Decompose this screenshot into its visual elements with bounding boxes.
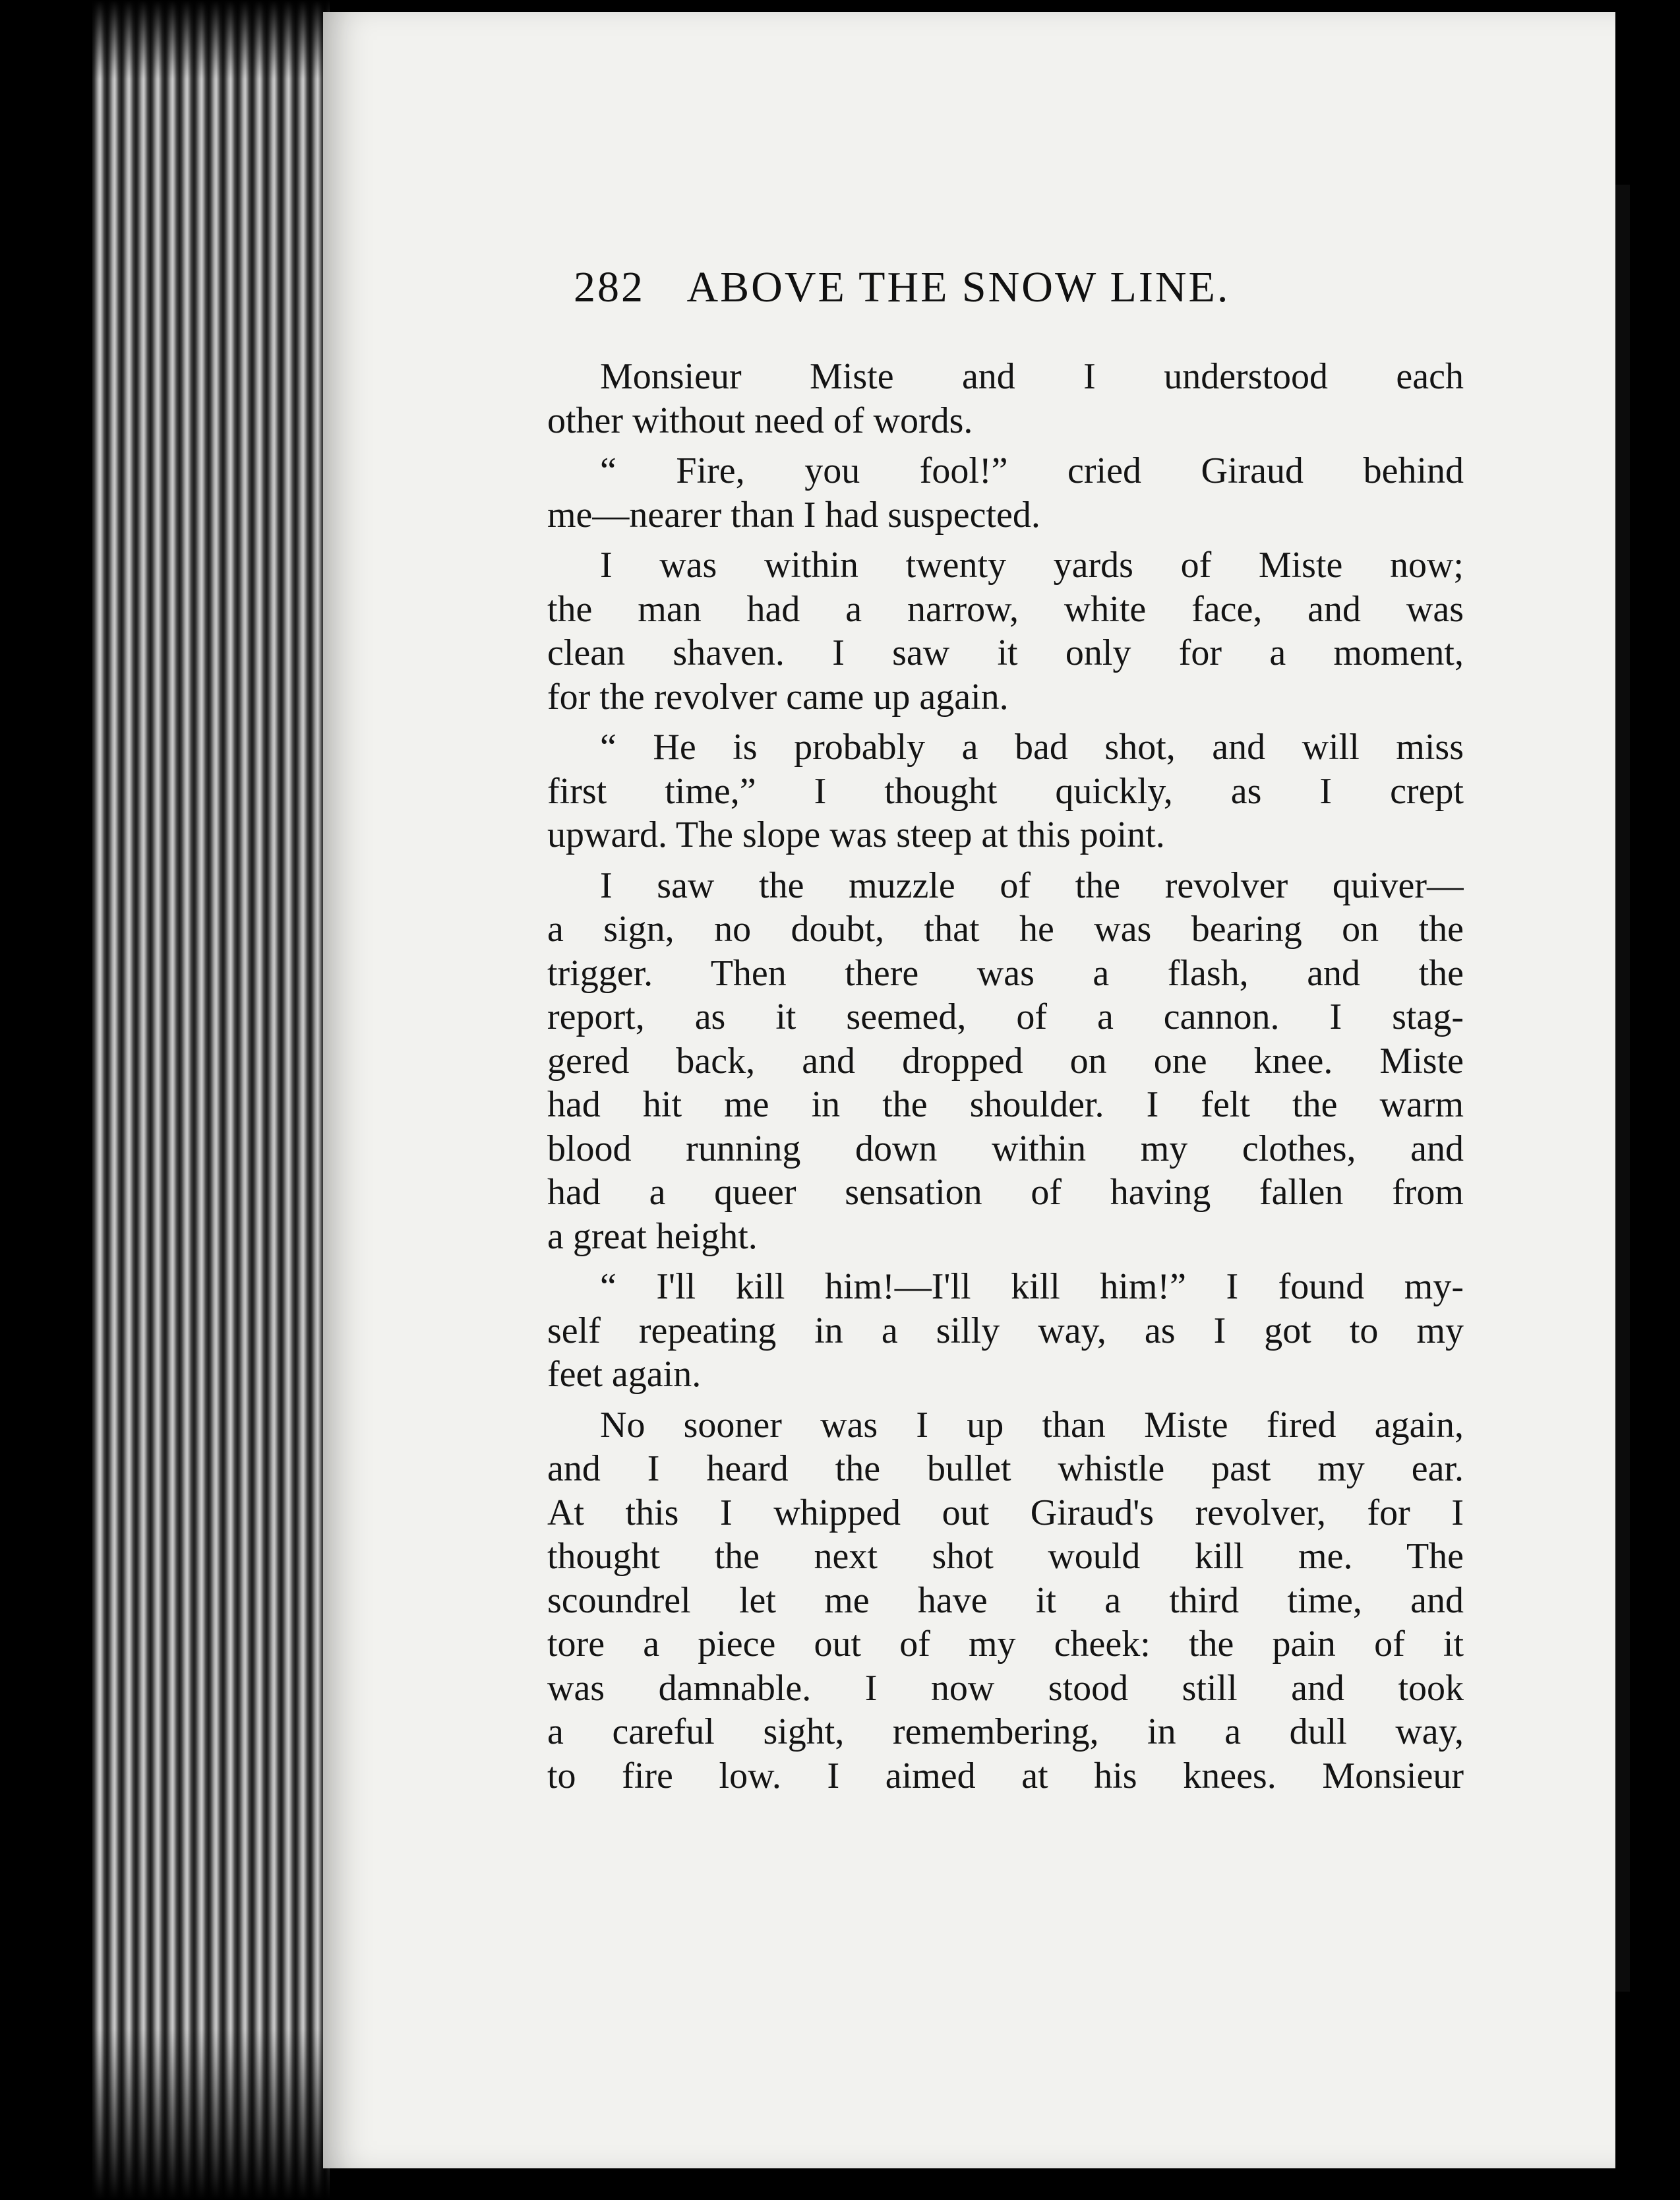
book-page xyxy=(323,12,1615,2168)
text-line: a great height. xyxy=(547,1215,758,1257)
text-line: for the revolver came up again. xyxy=(547,676,1009,718)
text-line: self repeating in a silly way, as I got to my xyxy=(547,1310,1464,1351)
text-line: I was within twenty yards of Miste now; xyxy=(600,545,1464,586)
text-line: “ Fire, you fool!” cried Giraud behind xyxy=(600,450,1464,491)
text-line: upward. The slope was steep at this point. xyxy=(547,814,1165,855)
text-line: gered back, and dropped on one knee. Miste xyxy=(547,1040,1464,1082)
text-line: a careful sight, remembering, in a dull way, xyxy=(547,1711,1464,1752)
text-line: clean shaven. I saw it only for a moment, xyxy=(547,632,1464,673)
text-line: thought the next shot would kill me. The xyxy=(547,1536,1464,1577)
text-line: first time,” I thought quickly, as I crept xyxy=(547,770,1464,812)
text-line: to fire low. I aimed at his knees. Monsieur xyxy=(547,1755,1464,1796)
text-line: I saw the muzzle of the revolver quiver— xyxy=(600,865,1464,906)
running-title: ABOVE THE SNOW LINE. xyxy=(686,263,1230,311)
text-line: “ He is probably a bad shot, and will miss xyxy=(600,727,1464,768)
paragraph-gap xyxy=(547,537,1464,543)
text-line: trigger. Then there was a flash, and the xyxy=(547,952,1464,994)
page-edges-shadow-top xyxy=(92,0,330,79)
text-line: Monsieur Miste and I understood each xyxy=(600,356,1464,397)
text-line: blood running down within my clothes, and xyxy=(547,1128,1464,1169)
text-line: a sign, no doubt, that he was bearing on the xyxy=(547,909,1464,950)
text-line: At this I whipped out Giraud's revolver, for I xyxy=(547,1492,1464,1533)
text-line: and I heard the bullet whistle past my ear. xyxy=(547,1448,1464,1489)
page-number: 282 xyxy=(574,263,645,311)
text-line: was damnable. I now stood still and took xyxy=(547,1667,1464,1709)
paragraph-gap xyxy=(547,1258,1464,1265)
text-line: the man had a narrow, white face, and was xyxy=(547,588,1464,630)
text-line: report, as it seemed, of a cannon. I stag- xyxy=(547,996,1464,1037)
text-line: had hit me in the shoulder. I felt the warm xyxy=(547,1084,1464,1125)
text-line: No sooner was I up than Miste fired again, xyxy=(600,1404,1464,1446)
paragraph-gap xyxy=(547,719,1464,725)
text-line: feet again. xyxy=(547,1354,702,1395)
paragraph-gap xyxy=(547,1397,1464,1403)
paragraph-gap xyxy=(547,443,1464,449)
text-line: had a queer sensation of having fallen from xyxy=(547,1172,1464,1213)
text-line: “ I'll kill him!—I'll kill him!” I found my- xyxy=(600,1266,1464,1307)
text-line: scoundrel let me have it a third time, and xyxy=(547,1579,1464,1621)
body-text xyxy=(547,355,1464,1798)
page-header xyxy=(574,262,1668,313)
text-line: me—nearer than I had suspected. xyxy=(547,494,1040,535)
paragraph-gap xyxy=(547,857,1464,864)
page-edges-shadow-bottom xyxy=(92,2029,330,2200)
text-line: other without need of words. xyxy=(547,400,973,441)
stacked-page-edges xyxy=(92,0,330,2200)
text-line: tore a piece out of my cheek: the pain of it xyxy=(547,1624,1464,1665)
right-page-edge xyxy=(1615,185,1630,1992)
